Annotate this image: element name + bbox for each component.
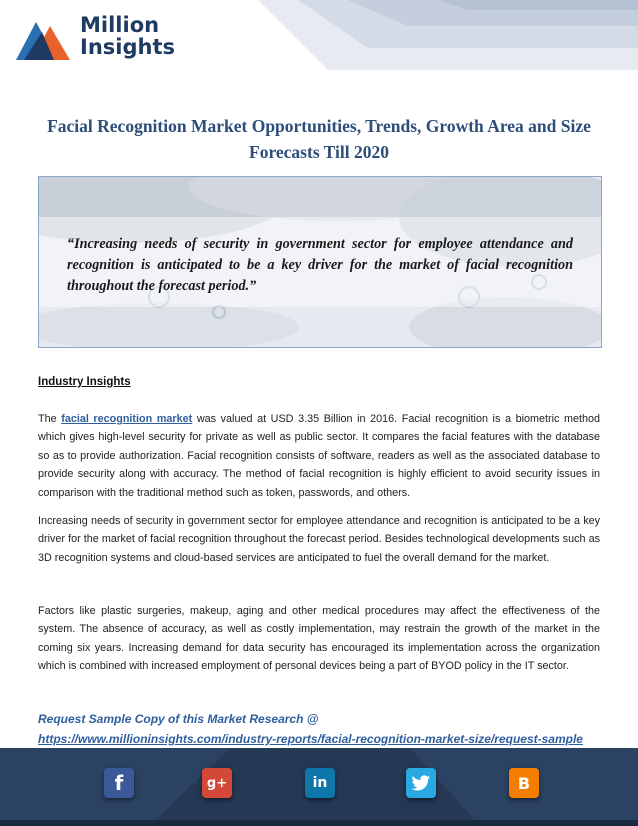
- paragraph-1: The facial recognition market was valued at USD 3.35 Billion in 2016. Facial recognition is a biometric method which gives high-level security for private as well as public sector. It compares the facial features with the database so as to provide authorization. Facial recognition consists of software, readers as well as the associated database to provide security along with accuracy. The method of facial recognition is highly efficient to avoid security issues in comparison with the traditional method such as token, passwords, and others.: [38, 413, 600, 499]
- header-decoration: [238, 0, 638, 70]
- banner-quote: “Increasing needs of security in government sector for employee attendance and recognition is anticipated to be a key driver for the market of facial recognition throughout the forecast period.”: [67, 236, 573, 294]
- linkedin-icon[interactable]: in: [305, 768, 335, 798]
- paragraph-2: Increasing needs of security in government sector for employee attendance and recognition is anticipated to be a key driver for the market of facial recognition throughout the forecast period. Besides technological developments such as 3D recognition systems and cloud-based services are anticipated to fuel the overall demand for the market.: [38, 515, 600, 564]
- page-title: Facial Recognition Market Opportunities, Trends, Growth Area and Size Forecasts Till 2020: [47, 116, 591, 162]
- request-sample-label: Request Sample Copy of this Market Research @: [38, 712, 319, 726]
- request-sample-block: [38, 709, 608, 749]
- million-insights-logo[interactable]: [14, 8, 189, 66]
- blogger-icon[interactable]: B: [509, 768, 539, 798]
- industry-insights-heading: Industry Insights: [38, 376, 131, 388]
- paragraph-3: Factors like plastic surgeries, makeup, aging and other medical procedures may affect the effectiveness of the system. The absence of accuracy, as well as costly implementation, may restrain the growth of the market in the coming six years. Increasing demand for data security has encouraged its implementation across the organization which is combined with increased employment of personal devices being a part of BYOD policy in the IT sector.: [38, 605, 600, 673]
- request-sample-link[interactable]: https://www.millioninsights.com/industry-reports/facial-recognition-market-size/request-sample: [38, 732, 583, 746]
- logo-mountain-icon: [14, 8, 74, 64]
- facebook-icon[interactable]: f: [104, 768, 134, 798]
- twitter-icon[interactable]: [406, 768, 436, 798]
- footer: [0, 748, 638, 826]
- google-plus-icon[interactable]: g+: [202, 768, 232, 798]
- quote-banner: [38, 176, 602, 348]
- facial-recognition-market-link[interactable]: facial recognition market: [61, 413, 193, 425]
- logo-text-insights: Insights: [80, 35, 175, 59]
- logo-text-million: Million: [80, 13, 160, 37]
- header: [0, 0, 638, 80]
